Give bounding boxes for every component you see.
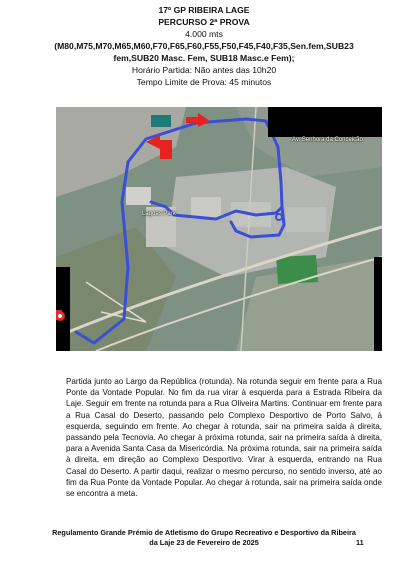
redaction-box bbox=[374, 257, 382, 351]
route-description: Partida junto ao Largo da República (rotunda). Na rotunda seguir em frente para a Rua Ponte da Vontade Popular. No fim da rua virar à esquerda para a Estrada Ribeira da Laje. Seguir em frente na rotunda para a Rua Oliveira Martins. Continuar em frente para a Rua Casal do Deserto, passando pelo Complexo Desportivo de Porto Salvo, à esquerda, seguindo em frente. Ao chegar à rotunda, sair na primeira saída à direita, passando pela Tecnovia. Ao chegar à próxima rotunda, sair na primeira saída à direita, para a Avenida Santa Casa da Misericórdia. Na próxima rotunda, sair na primeira saída à direita, em direção ao Complexo Desportivo. Virar à esquerda, entrando na Rua Casal do Deserto. A partir daqui, realizar o mesmo percurso, no sentido inverso, até ao fim da Rua Ponte da Vontade Popular. Ao chegar à rotunda, sair na primeira saída onde se encontra a meta. bbox=[66, 377, 382, 499]
footer-line-1: Regulamento Grande Prémio de Atletismo do Grupo Recreativo e Desportivo da Ribeira bbox=[52, 528, 356, 537]
map-label-top-right: Av. Senhora da Conceição bbox=[292, 137, 363, 143]
start-time: Horário Partida: Não antes das 10h20 bbox=[131, 65, 277, 75]
event-title: 17º GP RIBEIRA LAGE bbox=[158, 5, 250, 15]
redaction-box bbox=[268, 107, 382, 137]
race-distance: 4.000 mts bbox=[185, 29, 223, 39]
route-map bbox=[56, 107, 382, 351]
footer-line-2: da Laje 23 de Fevereiro de 2025 bbox=[149, 537, 259, 547]
satellite-map-image bbox=[56, 107, 382, 351]
document-header bbox=[0, 4, 408, 88]
redaction-box bbox=[56, 267, 70, 351]
time-limit: Tempo Limite de Prova: 45 minutos bbox=[136, 77, 272, 87]
race-subtitle: PERCURSO 2ª PROVA bbox=[158, 17, 250, 27]
categories-line-1: (M80,M75,M70,M65,M60,F70,F65,F60,F55,F50,F45,F40,F35,Sen.fem,SUB23 bbox=[54, 41, 354, 51]
document-footer bbox=[30, 528, 378, 548]
map-label-center: Lagoas Park bbox=[142, 211, 176, 217]
categories-line-2: fem,SUB20 Masc. Fem, SUB18 Masc.e Fem); bbox=[113, 53, 295, 63]
page-number: 11 bbox=[356, 538, 364, 547]
